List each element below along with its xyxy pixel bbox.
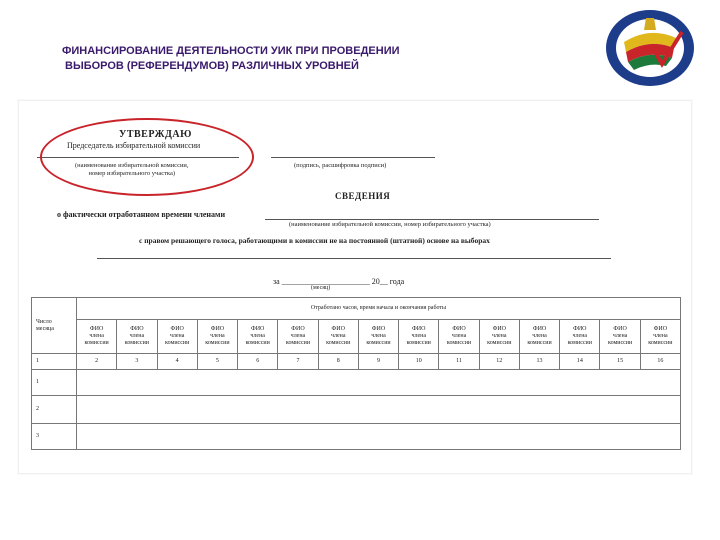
election-name-line [97, 258, 611, 259]
member-header-text: члена [451, 333, 467, 339]
column-number: 5 [197, 354, 237, 370]
member-header-text: комиссии [487, 340, 512, 346]
column-number: 7 [278, 354, 318, 370]
member-header-text: ФИО [412, 326, 426, 332]
member-column-header [439, 320, 479, 354]
member-column-header [560, 320, 600, 354]
voting-rights-line: с правом решающего голоса, работающими в комиссии не на постоянной (штатной) основе на выборах [139, 236, 490, 245]
commission-name-line-2 [265, 219, 599, 220]
member-header-text: ФИО [291, 326, 305, 332]
table-cell [77, 370, 681, 396]
member-header-text: ФИО [89, 326, 104, 332]
commission-caption-line-2: номер избирательного участка) [88, 170, 176, 177]
table-header-row [32, 298, 681, 320]
member-header-text: члена [653, 333, 668, 339]
period-caption: (месяц) [311, 285, 331, 291]
member-header-text: ФИО [573, 326, 587, 332]
commission-caption-2: (наименование избирательной комиссии, номер избирательного участка) [289, 221, 491, 228]
member-column-header [358, 320, 398, 354]
member-header-text: члена [612, 333, 628, 339]
column-number: 4 [157, 354, 197, 370]
column-number: 10 [399, 354, 439, 370]
member-column-header [117, 320, 157, 354]
form-document [18, 100, 692, 474]
member-header-text: ФИО [532, 326, 547, 332]
column-number: 12 [479, 354, 519, 370]
member-header-text: комиссии [648, 340, 673, 346]
table-cell [77, 396, 681, 424]
column-number: 8 [318, 354, 358, 370]
slide-title [62, 44, 522, 74]
member-header-text: члена [250, 333, 265, 339]
member-header-text: комиссии [326, 340, 351, 346]
member-column-header [77, 320, 117, 354]
member-column-header [479, 320, 519, 354]
member-header-text: члена [572, 333, 588, 339]
row-label: 3 [32, 424, 77, 450]
column-number: 16 [640, 354, 680, 370]
member-column-header [157, 320, 197, 354]
member-header-text: комиссии [527, 340, 552, 346]
member-header-text: ФИО [130, 326, 144, 332]
member-header-text: члена [330, 333, 346, 339]
member-header-text: комиссии [124, 340, 150, 346]
column-number: 15 [600, 354, 640, 370]
member-header-text: ФИО [210, 326, 225, 332]
column-number: 3 [117, 354, 157, 370]
approve-heading: УТВЕРЖДАЮ [119, 129, 192, 140]
member-column-header [600, 320, 640, 354]
member-header-text: ФИО [653, 326, 668, 332]
member-header-text: комиссии [446, 340, 472, 346]
member-header-text: члена [492, 333, 507, 339]
member-header-row [32, 320, 681, 354]
election-commission-emblem-icon [600, 8, 700, 90]
member-header-text: комиссии [205, 340, 230, 346]
signature-line [271, 157, 435, 158]
member-header-text: члена [210, 333, 225, 339]
member-header-text: комиссии [285, 340, 311, 346]
signature-caption: (подпись, расшифровка подписи) [294, 162, 387, 169]
worked-time-table [31, 297, 681, 450]
date-header-line-1: Число [36, 318, 52, 325]
column-number: 11 [439, 354, 479, 370]
row-label: 2 [32, 396, 77, 424]
member-column-header [519, 320, 559, 354]
member-header-text: комиссии [567, 340, 592, 346]
member-column-header [640, 320, 680, 354]
member-header-text: члена [532, 333, 547, 339]
member-header-text: члена [290, 333, 306, 339]
date-header-line-2: месяца [36, 325, 54, 332]
member-header-text: члена [411, 333, 427, 339]
member-column-header [318, 320, 358, 354]
slide-title-line-1: ФИНАНСИРОВАНИЕ ДЕЯТЕЛЬНОСТИ УИК ПРИ ПРОВЕДЕНИИ [62, 45, 400, 57]
member-header-text: ФИО [250, 326, 265, 332]
member-header-text: ФИО [613, 326, 627, 332]
member-header-text: члена [129, 333, 145, 339]
table-row [32, 396, 681, 424]
date-header [32, 298, 77, 354]
row-label: 1 [32, 370, 77, 396]
column-number: 13 [519, 354, 559, 370]
member-header-text: комиссии [84, 340, 109, 346]
member-header-text: ФИО [170, 326, 184, 332]
document-heading: СВЕДЕНИЯ [335, 191, 391, 201]
member-column-header [238, 320, 278, 354]
member-header-text: ФИО [331, 326, 345, 332]
member-header-text: комиссии [607, 340, 633, 346]
member-header-text: члена [169, 333, 185, 339]
member-header-text: комиссии [245, 340, 270, 346]
member-header-text: комиссии [165, 340, 190, 346]
member-header-text: ФИО [371, 326, 386, 332]
slide-title-line-2: ВЫБОРОВ (РЕФЕРЕНДУМОВ) РАЗЛИЧНЫХ УРОВНЕЙ [65, 60, 359, 72]
document-subheading: о фактически отработанном времени членами [57, 210, 226, 219]
highlight-ellipse [40, 118, 254, 196]
approve-subtitle: Председатель избирательной комиссии [67, 141, 201, 150]
member-column-header [278, 320, 318, 354]
group-header: Отработано часов, время начала и окончания работы [77, 298, 681, 320]
member-column-header [399, 320, 439, 354]
member-header-text: комиссии [366, 340, 391, 346]
member-header-text: ФИО [452, 326, 466, 332]
commission-caption-line-1: (наименование избирательной комиссии, [75, 162, 189, 169]
table-cell [77, 424, 681, 450]
column-number: 14 [560, 354, 600, 370]
period-line: за ______________________ 20__ года [273, 277, 405, 286]
member-header-text: члена [371, 333, 386, 339]
member-header-text: члена [89, 333, 104, 339]
table-row [32, 424, 681, 450]
table-row [32, 370, 681, 396]
column-number: 1 [32, 354, 77, 370]
member-header-text: комиссии [406, 340, 431, 346]
column-number: 2 [77, 354, 117, 370]
column-number-row [32, 354, 681, 370]
member-header-text: ФИО [492, 326, 506, 332]
column-number: 9 [358, 354, 398, 370]
member-column-header [197, 320, 237, 354]
column-number: 6 [238, 354, 278, 370]
